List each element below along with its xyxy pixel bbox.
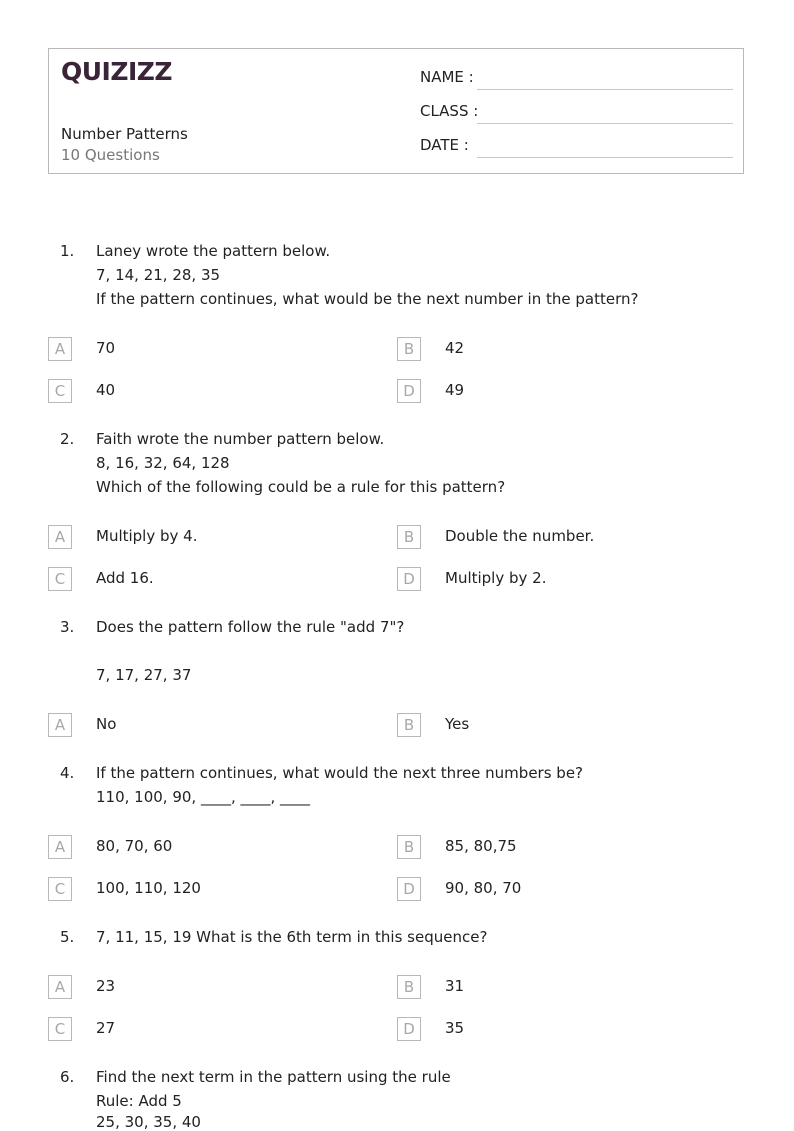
option-d-text[interactable]: Multiply by 2. [445,569,547,587]
option-a-box[interactable]: A [48,525,72,549]
option-c-box[interactable]: C [48,567,72,591]
question-text: 25, 30, 35, 40 [96,1113,201,1131]
option-a-box[interactable]: A [48,835,72,859]
option-c-text[interactable]: 100, 110, 120 [96,879,201,897]
option-c-text[interactable]: 40 [96,381,116,399]
question-text: Find the next term in the pattern using the rule [96,1068,451,1086]
option-b-box[interactable]: B [397,337,421,361]
option-a-text[interactable]: 80, 70, 60 [96,837,173,855]
option-b-text[interactable]: 42 [445,339,465,357]
question-text: 110, 100, 90, ____, ____, ____ [96,788,311,806]
question-text: Rule: Add 5 [96,1092,182,1110]
question-text: Faith wrote the number pattern below. [96,430,385,448]
question-number: 6. [60,1068,75,1086]
question-text: Does the pattern follow the rule "add 7"? [96,618,405,636]
name-line[interactable] [477,89,733,90]
name-label: NAME : [420,68,474,86]
date-line[interactable] [477,157,733,158]
question-text: 7, 11, 15, 19 What is the 6th term in this sequence? [96,928,488,946]
option-a-box[interactable]: A [48,337,72,361]
question-number: 2. [60,430,75,448]
option-b-box[interactable]: B [397,975,421,999]
question-text: 7, 14, 21, 28, 35 [96,266,221,284]
option-a-text[interactable]: 23 [96,977,116,995]
option-d-box[interactable]: D [397,567,421,591]
option-d-text[interactable]: 90, 80, 70 [445,879,522,897]
option-a-box[interactable]: A [48,975,72,999]
question-number: 1. [60,242,75,260]
option-d-box[interactable]: D [397,379,421,403]
option-b-text[interactable]: 31 [445,977,465,995]
option-c-text[interactable]: 27 [96,1019,116,1037]
worksheet-header [48,48,744,174]
option-d-box[interactable]: D [397,877,421,901]
option-a-text[interactable]: 70 [96,339,116,357]
option-c-box[interactable]: C [48,379,72,403]
option-b-box[interactable]: B [397,835,421,859]
question-number: 5. [60,928,75,946]
date-label: DATE : [420,136,469,154]
option-a-box[interactable]: A [48,713,72,737]
class-line[interactable] [477,123,733,124]
question-text: If the pattern continues, what would be the next number in the pattern? [96,290,639,308]
question-text: 7, 17, 27, 37 [96,666,192,684]
question-text: Laney wrote the pattern below. [96,242,331,260]
option-c-text[interactable]: Add 16. [96,569,154,587]
question-text: If the pattern continues, what would the next three numbers be? [96,764,584,782]
question-number: 4. [60,764,75,782]
option-d-text[interactable]: 49 [445,381,465,399]
class-label: CLASS : [420,102,479,120]
question-text: 8, 16, 32, 64, 128 [96,454,230,472]
option-b-text[interactable]: Double the number. [445,527,595,545]
question-text: Which of the following could be a rule for this pattern? [96,478,506,496]
question-count: 10 Questions [61,146,160,164]
quizizz-logo: QUIZIZZ [61,57,173,86]
option-b-box[interactable]: B [397,713,421,737]
option-b-text[interactable]: 85, 80,75 [445,837,517,855]
question-number: 3. [60,618,75,636]
worksheet-title: Number Patterns [61,125,188,143]
option-d-box[interactable]: D [397,1017,421,1041]
option-c-box[interactable]: C [48,877,72,901]
option-a-text[interactable]: No [96,715,117,733]
option-a-text[interactable]: Multiply by 4. [96,527,198,545]
option-c-box[interactable]: C [48,1017,72,1041]
option-b-box[interactable]: B [397,525,421,549]
option-d-text[interactable]: 35 [445,1019,465,1037]
option-b-text[interactable]: Yes [445,715,470,733]
